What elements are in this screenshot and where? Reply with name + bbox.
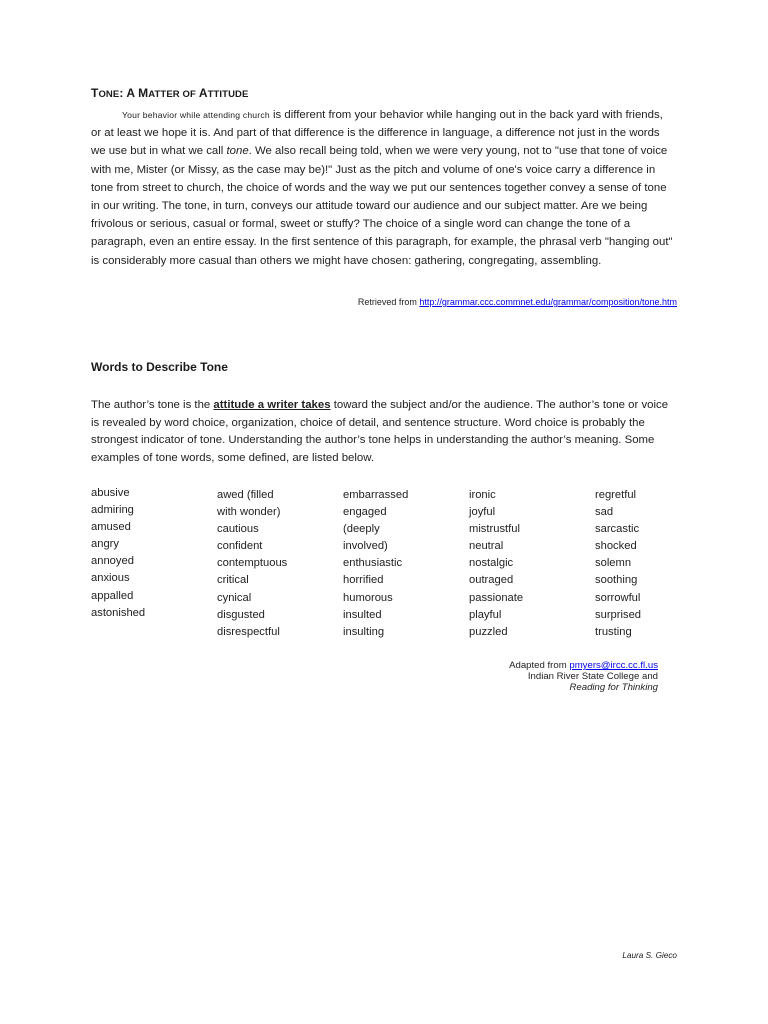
tone-word: surprised bbox=[595, 608, 642, 621]
paragraph-text: is different from your behavior while hanging out in the back yard with friends, or at least we hope it is. And part of that difference is the difference in language, a difference not just in the words we use but in what we call bbox=[91, 109, 663, 158]
title-part: A bbox=[195, 86, 208, 100]
tone-word: engaged bbox=[343, 506, 387, 519]
tone-words-grid bbox=[91, 485, 677, 645]
tone-words-column bbox=[595, 487, 641, 641]
tone-words-column bbox=[469, 487, 523, 641]
title-part: : A M bbox=[119, 86, 149, 100]
title-part: TTITUDE bbox=[207, 89, 249, 100]
tone-word: trusting bbox=[595, 625, 632, 638]
tone-word: annoyed bbox=[91, 555, 134, 568]
tone-word: disgusted bbox=[217, 608, 265, 621]
tone-word: contemptuous bbox=[217, 557, 288, 570]
source-citation bbox=[358, 297, 677, 307]
tone-word: enthusiastic bbox=[343, 557, 403, 570]
tone-word: nostalgic bbox=[469, 557, 514, 570]
tone-word: angry bbox=[91, 538, 119, 551]
tone-word: anxious bbox=[91, 572, 130, 585]
tone-word: joyful bbox=[469, 506, 496, 519]
tone-words-column bbox=[343, 487, 408, 641]
tone-words-column bbox=[217, 487, 287, 641]
credit-line: Indian River State College and bbox=[527, 671, 658, 682]
tone-word: sad bbox=[595, 506, 614, 519]
tone-word: ironic bbox=[469, 489, 496, 501]
source-link[interactable]: http://grammar.ccc.commnet.edu/grammar/composition/tone.htm bbox=[419, 297, 677, 307]
email-link[interactable]: pmyers@ircc.cc.fl.us bbox=[569, 660, 658, 671]
tone-word: confident bbox=[217, 540, 263, 553]
definition-paragraph bbox=[91, 397, 675, 467]
tone-word: appalled bbox=[91, 589, 134, 602]
tone-word: awed (filled bbox=[217, 489, 274, 501]
italic-term: tone bbox=[226, 145, 249, 158]
paragraph-lead: Your behavior while attending church bbox=[122, 110, 270, 120]
adaptation-credit bbox=[509, 660, 658, 693]
tone-word: cautious bbox=[217, 523, 259, 536]
tone-word: horrified bbox=[343, 574, 384, 587]
intro-paragraph bbox=[91, 106, 675, 270]
tone-word: humorous bbox=[343, 591, 393, 604]
tone-word: involved) bbox=[343, 540, 388, 553]
tone-word: outraged bbox=[469, 574, 514, 587]
tone-word: embarrassed bbox=[343, 489, 409, 501]
credit-book-title: Reading for Thinking bbox=[569, 682, 658, 693]
tone-word: insulted bbox=[343, 608, 382, 621]
section-title bbox=[91, 86, 248, 100]
tone-word: with wonder) bbox=[217, 506, 281, 519]
author-signature: Laura S. Gieco bbox=[622, 951, 677, 960]
tone-word: abusive bbox=[91, 487, 130, 499]
tone-word: astonished bbox=[91, 606, 146, 619]
paragraph-text: toward the subject and/or the audience. The author’s tone or voice is revealed by word choice, organization, choice of detail, and sentence structure. Word choice is probably the strongest indicator of tone. Understanding the author’s tone helps in understanding the author’s meaning. Some examples of tone words, some defined, are listed below. bbox=[91, 399, 669, 464]
adapted-label: Adapted from bbox=[509, 660, 570, 671]
tone-word: puzzled bbox=[469, 625, 508, 638]
tone-word: playful bbox=[469, 608, 502, 621]
tone-word: regretful bbox=[595, 489, 637, 501]
credit-line bbox=[509, 660, 658, 671]
tone-word: neutral bbox=[469, 540, 504, 553]
tone-word: admiring bbox=[91, 504, 134, 517]
tone-word: mistrustful bbox=[469, 523, 520, 536]
title-part: ONE bbox=[98, 89, 120, 100]
tone-word: amused bbox=[91, 521, 131, 534]
paragraph-text: . We also recall being told, when we were very young, not to "use that tone of voice with me, Mister (or Missy, as the case may be)!" Just as the pitch and volume of one's voice carry a difference in tone from street to church, the choice of words and the way we put our sentences together convey a sense of tone in our writing. The tone, in turn, conveys our attitude toward our audience and our subject matter. Are we being frivolous or serious, casual or formal, sweet or stuffy? The choice of a single word can change the tone of a paragraph, even an entire essay. In the first sentence of this paragraph, for example, the phrasal verb "hanging out" is considerably more casual than others we might have chosen: gathering, congregating, assembling. bbox=[91, 145, 673, 267]
section-heading: Words to Describe Tone bbox=[91, 360, 228, 374]
tone-word: passionate bbox=[469, 591, 524, 604]
tone-word: (deeply bbox=[343, 523, 380, 536]
tone-word: disrespectful bbox=[217, 625, 280, 638]
tone-word: critical bbox=[217, 574, 249, 587]
tone-word: insulting bbox=[343, 625, 385, 638]
document-page bbox=[91, 0, 677, 1024]
key-phrase: attitude a writer takes bbox=[213, 399, 331, 411]
tone-word: cynical bbox=[217, 591, 252, 604]
tone-word: sorrowful bbox=[595, 591, 641, 604]
retrieved-label: Retrieved from bbox=[357, 297, 420, 307]
paragraph-text: The author’s tone is the bbox=[91, 399, 214, 411]
title-part: T bbox=[91, 86, 99, 100]
tone-word: soothing bbox=[595, 574, 638, 587]
tone-word: shocked bbox=[595, 540, 637, 553]
title-part: ATTER OF bbox=[148, 89, 196, 100]
tone-word: sarcastic bbox=[595, 523, 640, 536]
tone-word: solemn bbox=[595, 557, 632, 570]
tone-words-column bbox=[91, 485, 145, 622]
